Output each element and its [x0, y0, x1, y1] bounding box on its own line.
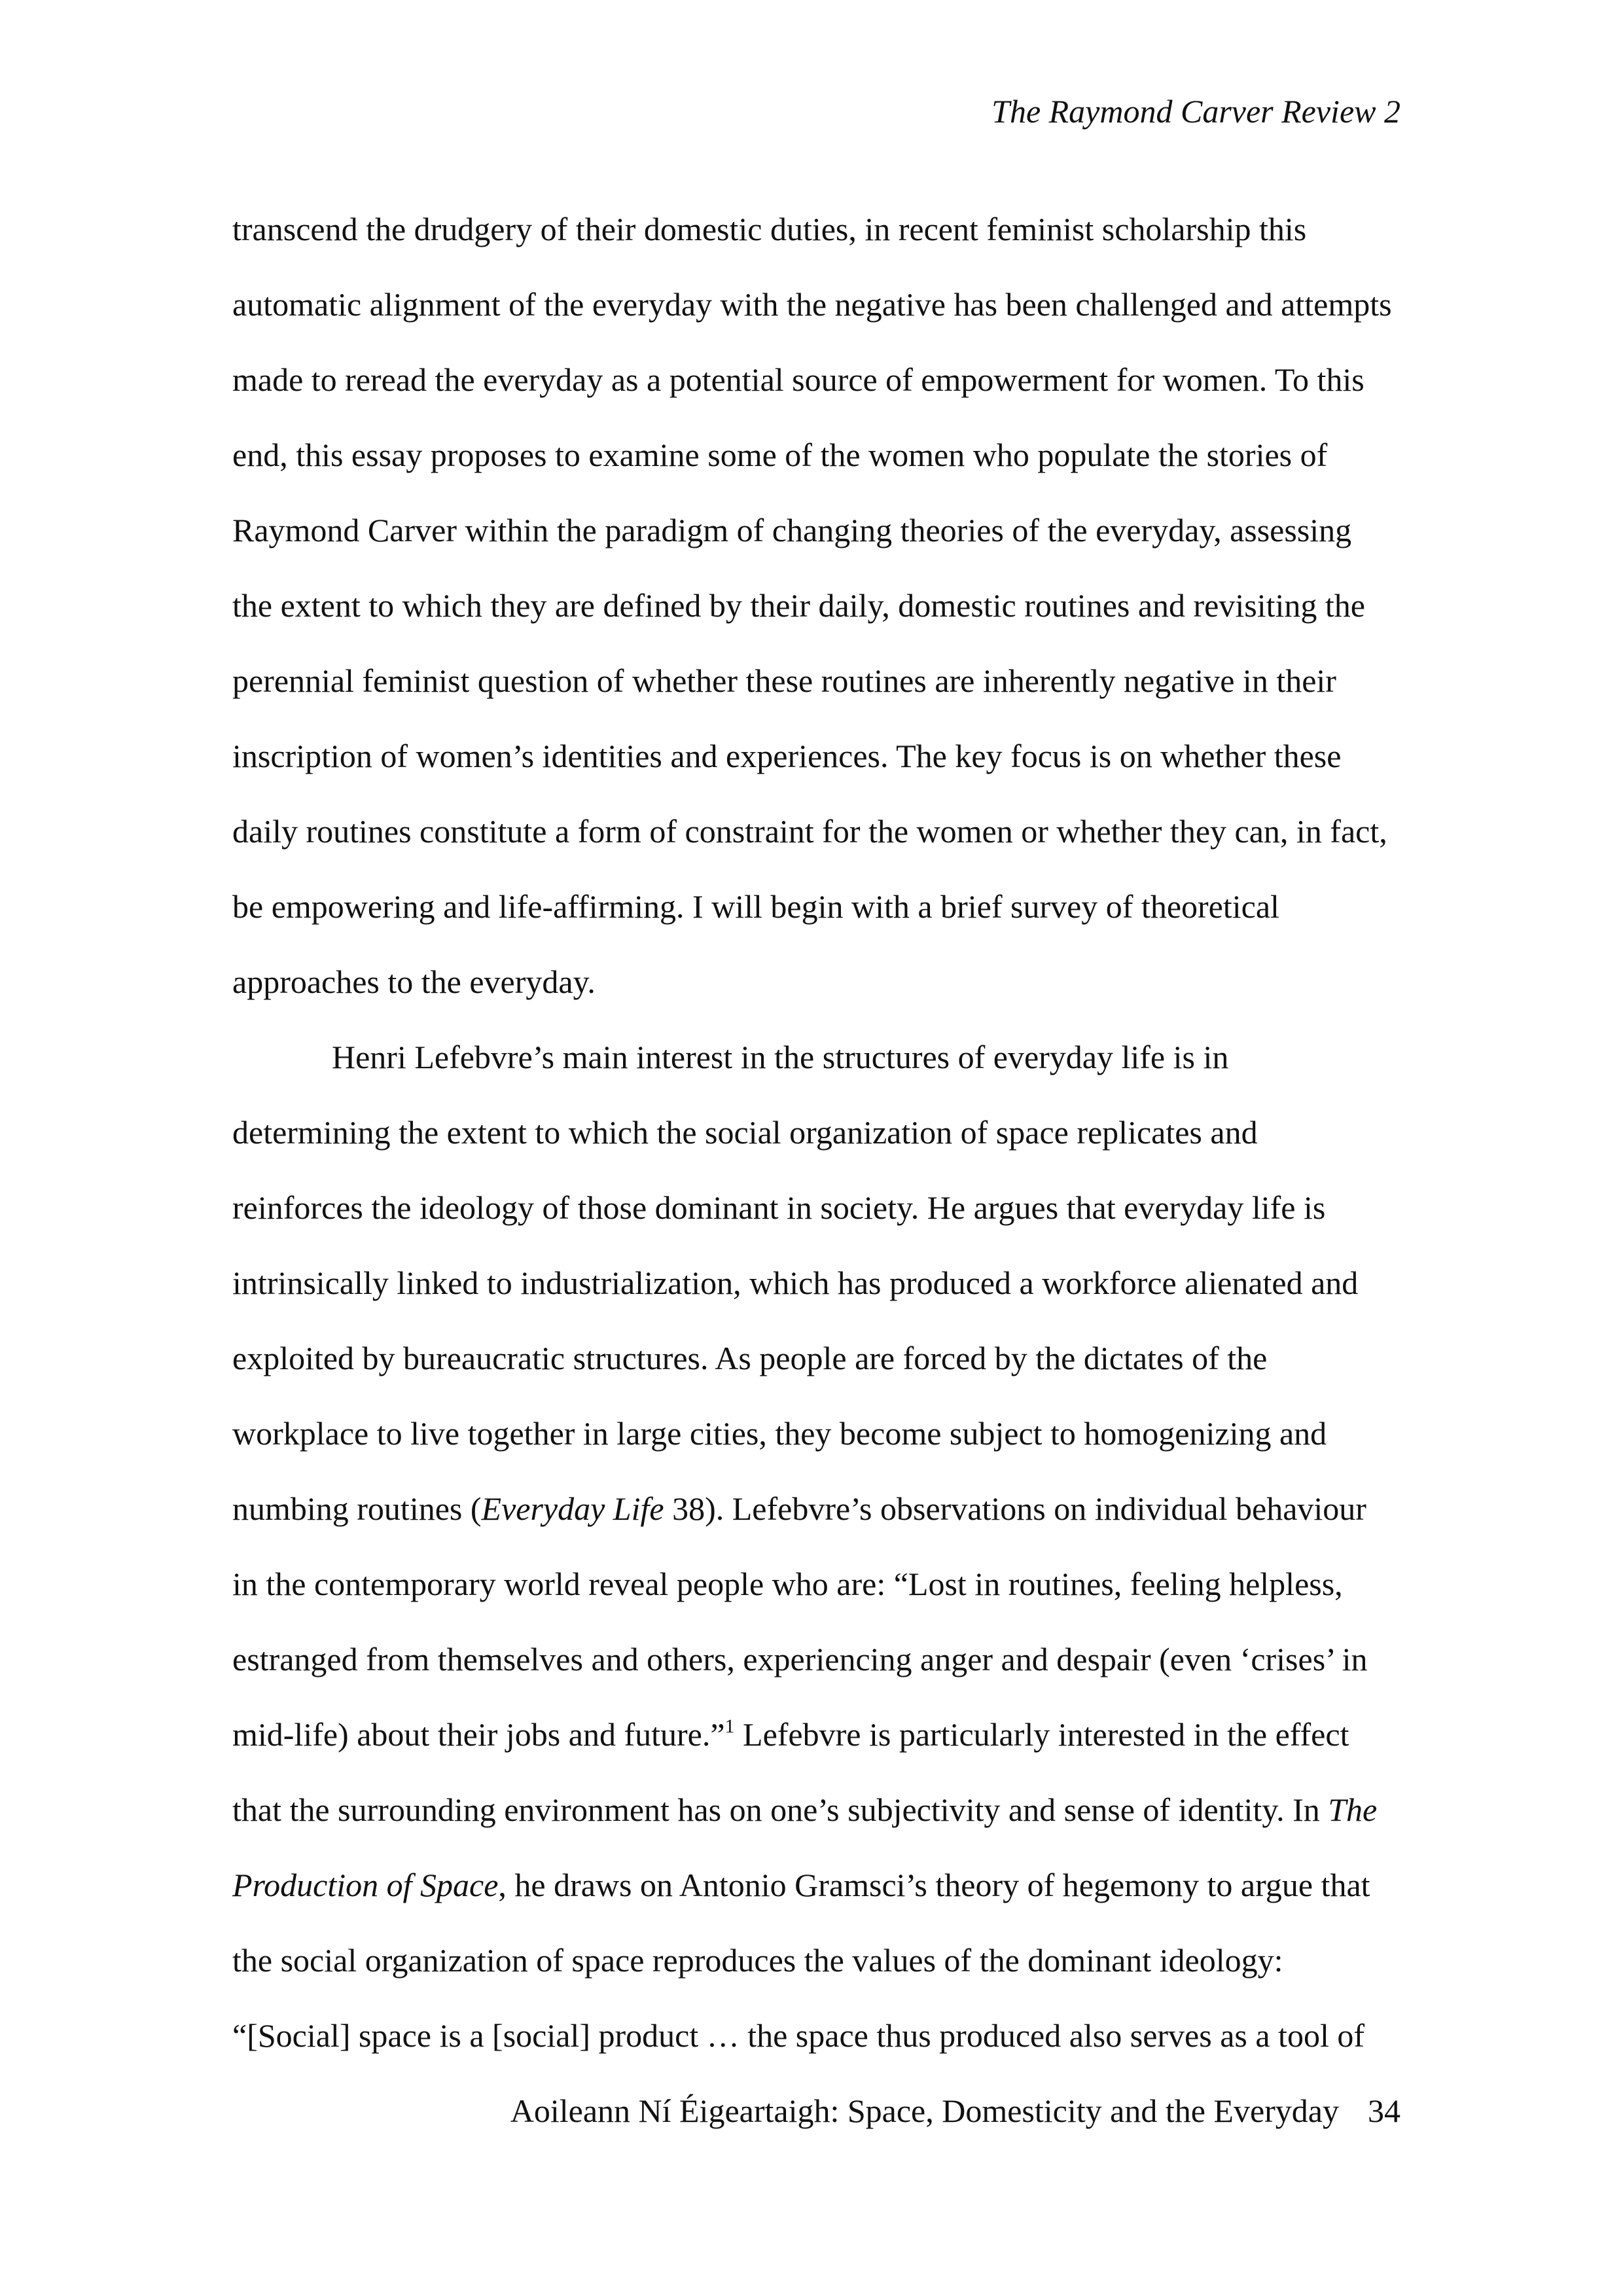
text-line: [232, 1712, 1400, 1787]
body-text: [232, 206, 1400, 2088]
text-line: reinforces the ideology of those dominant in society. He argues that everyday life is: [232, 1189, 1326, 1226]
text-line: workplace to live together in large cities, they become subject to homogenizing and: [232, 1415, 1327, 1452]
running-header: The Raymond Carver Review 2: [991, 93, 1400, 130]
text-line: made to reread the everyday as a potential source of empowerment for women. To this: [232, 361, 1364, 398]
text-line: inscription of women’s identities and experiences. The key focus is on whether these: [232, 738, 1342, 774]
text-run: Lefebvre is particularly interested in the effect: [734, 1716, 1349, 1753]
text-run: mid-life) about their jobs and future.”: [232, 1716, 725, 1753]
text-line: “[Social] space is a [social] product … the space thus produced also serves as a tool of: [232, 2017, 1364, 2054]
text-line: daily routines constitute a form of constraint for the women or whether they can, in fact,: [232, 813, 1387, 850]
text-line: [232, 1862, 1400, 1937]
text-line: the social organization of space reproduces the values of the dominant ideology:: [232, 1942, 1283, 1979]
text-line: determining the extent to which the social organization of space replicates and: [232, 1114, 1258, 1151]
text-line: [232, 1486, 1400, 1561]
text-line: approaches to the everyday.: [232, 963, 596, 1000]
text-line: estranged from themselves and others, experiencing anger and despair (even ‘crises’ in: [232, 1641, 1368, 1677]
text-run: , he draws on Antonio Gramsci’s theory of hegemony to argue that: [498, 1867, 1370, 1903]
italic-title: The: [1328, 1791, 1378, 1828]
text-line: [232, 1787, 1400, 1862]
text-line: end, this essay proposes to examine some of the women who populate the stories of: [232, 437, 1328, 473]
text-line: the extent to which they are defined by their daily, domestic routines and revisiting the: [232, 587, 1365, 624]
footer-author-title: Aoileann Ní Éigeartaigh: Space, Domesticity and the Everyday: [510, 2092, 1339, 2129]
page-number: 34: [1368, 2092, 1400, 2129]
text-line: perennial feminist question of whether these routines are inherently negative in their: [232, 662, 1336, 699]
text-run: numbing routines (: [232, 1490, 482, 1527]
text-run: that the surrounding environment has on one’s subjectivity and sense of identity. In: [232, 1791, 1329, 1828]
paragraph-first-line: Henri Lefebvre’s main interest in the structures of everyday life is in: [332, 1039, 1229, 1075]
text-line: automatic alignment of the everyday with the negative has been challenged and attempts: [232, 286, 1392, 323]
text-line: transcend the drudgery of their domestic duties, in recent feminist scholarship this: [232, 211, 1307, 247]
italic-title: Everyday Life: [481, 1490, 664, 1527]
text-line: Raymond Carver within the paradigm of changing theories of the everyday, assessing: [232, 512, 1352, 548]
running-footer: [510, 2091, 1400, 2130]
text-line: exploited by bureaucratic structures. As people are forced by the dictates of the: [232, 1340, 1268, 1376]
text-line: be empowering and life-affirming. I will begin with a brief survey of theoretical: [232, 888, 1279, 925]
text-line: intrinsically linked to industrialization, which has produced a workforce alienated and: [232, 1265, 1359, 1301]
italic-title: Production of Space: [232, 1867, 499, 1903]
text-line: in the contemporary world reveal people who are: “Lost in routines, feeling helpless,: [232, 1566, 1343, 1602]
text-run: 38). Lefebvre’s observations on individual behaviour: [664, 1490, 1366, 1527]
footnote-marker: 1: [724, 1715, 735, 1737]
